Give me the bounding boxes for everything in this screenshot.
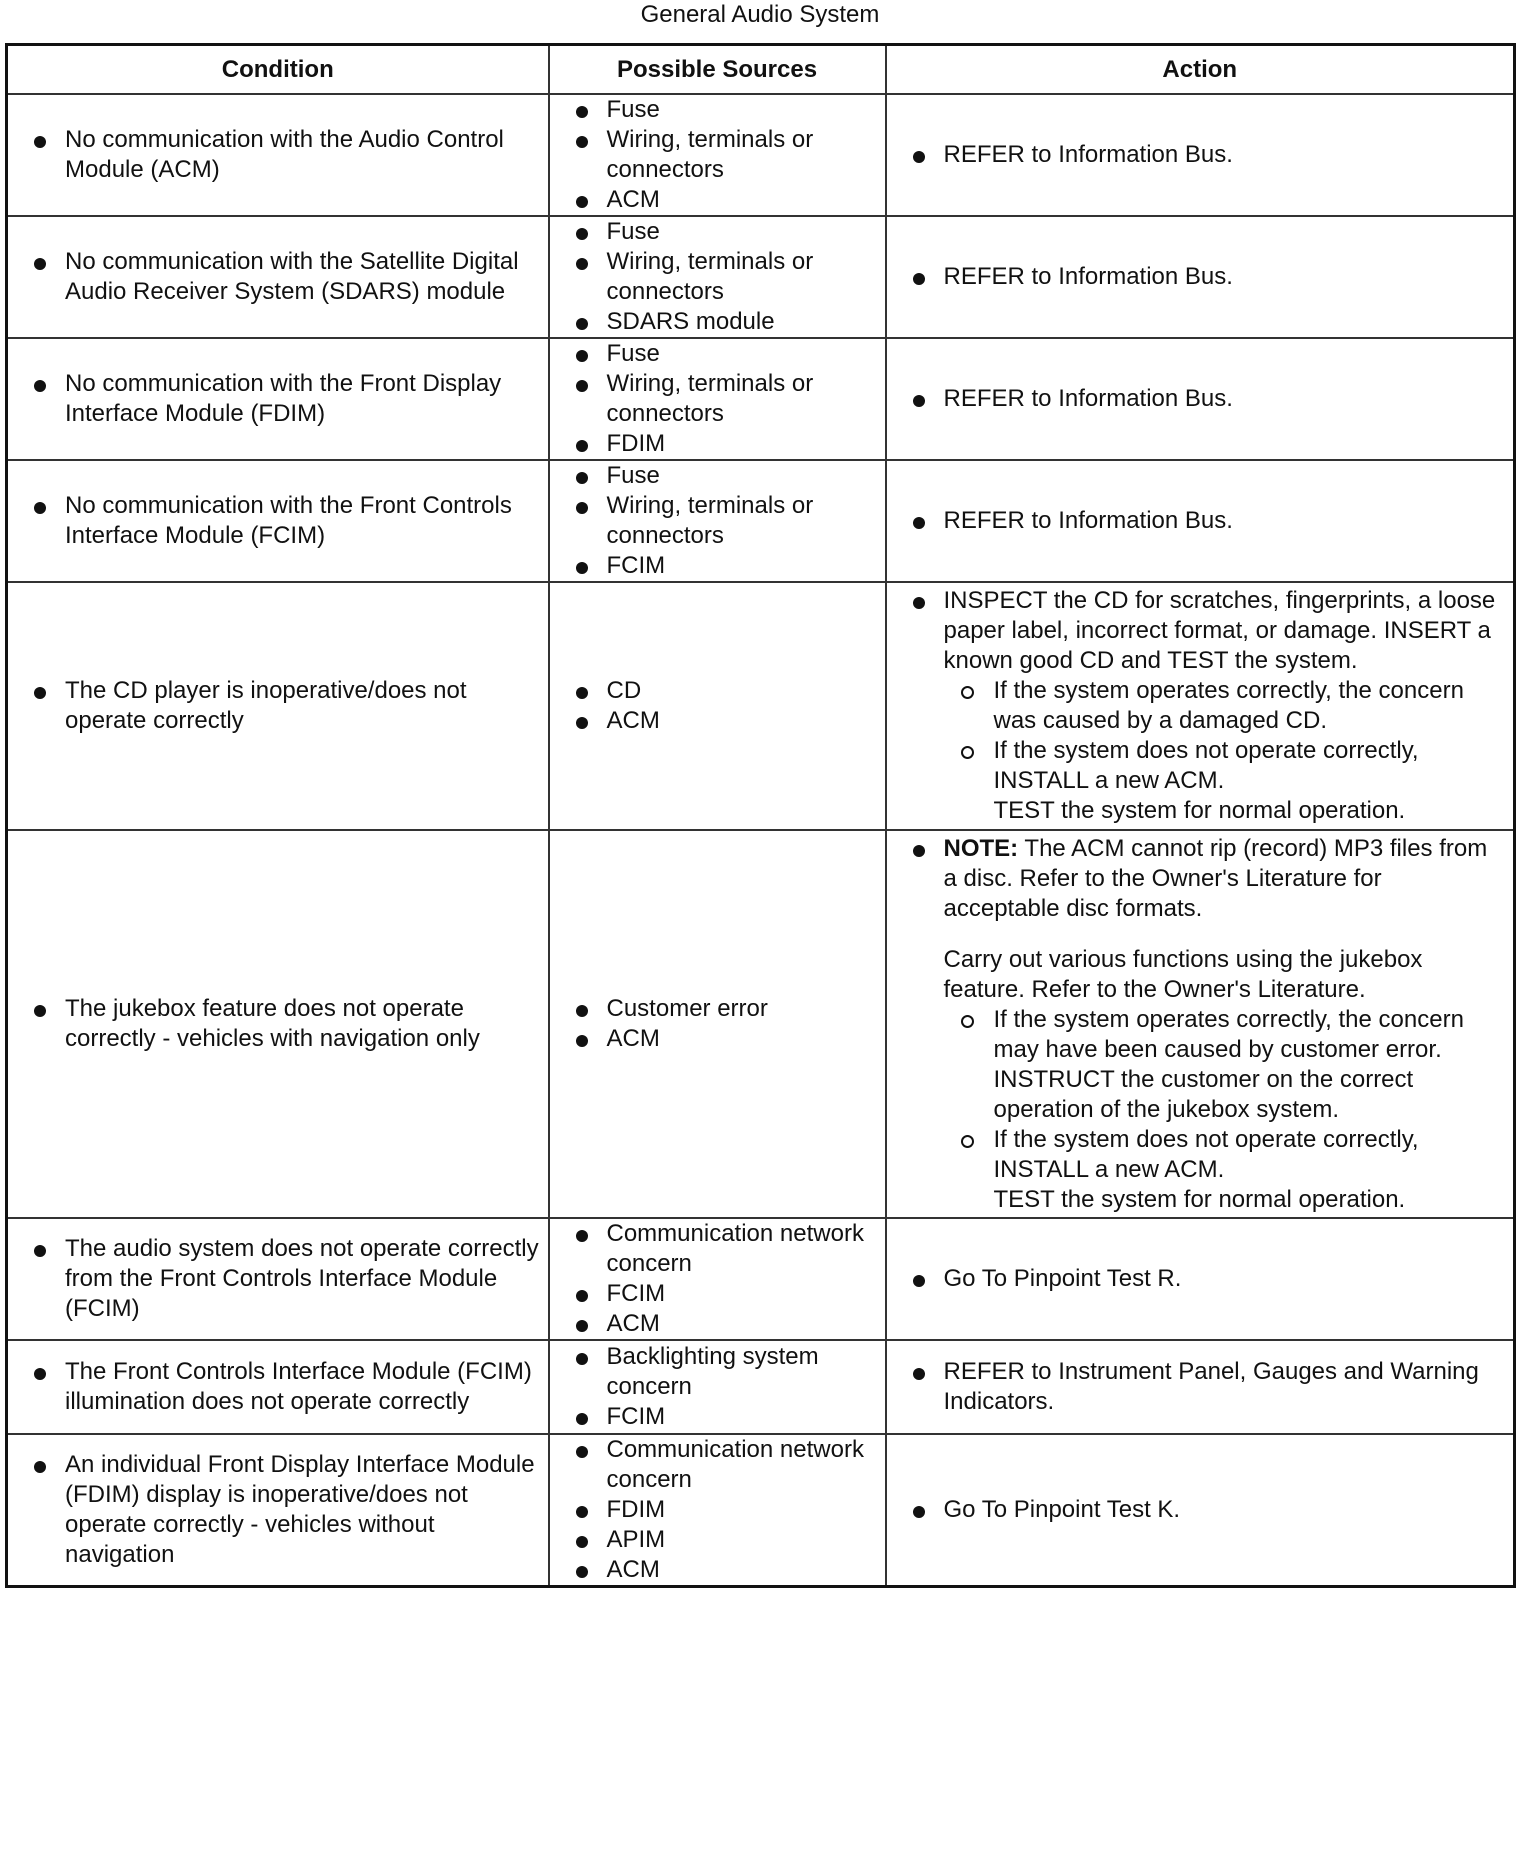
action-cell [886, 338, 1515, 460]
condition-text: The CD player is inoperative/does not operate correctly [65, 676, 542, 736]
sources-cell [549, 216, 886, 338]
header-row [7, 45, 1515, 95]
source-item: FDIM [607, 1495, 881, 1525]
source-item: Fuse [607, 461, 881, 491]
condition-cell [7, 830, 549, 1218]
source-item: ACM [607, 706, 881, 736]
diagnosis-table [5, 43, 1516, 1588]
source-item: Wiring, terminals or connectors [607, 369, 881, 429]
action-cell [886, 830, 1515, 1218]
condition-text: An individual Front Display Interface Module (FDIM) display is inoperative/does not operate correctly - vehicles without navigation [65, 1450, 542, 1570]
condition-cell [7, 1340, 549, 1434]
action-item [944, 586, 1504, 826]
sub-text: If the system operates correctly, the concern may have been caused by customer error. [993, 1005, 1464, 1063]
sub-text: If the system does not operate correctly, INSTALL a new ACM. [993, 737, 1419, 794]
action-text: REFER to Instrument Panel, Gauges and Warning Indicators. [944, 1357, 1504, 1417]
source-item: CD [607, 676, 881, 706]
action-cell [886, 1340, 1515, 1434]
action-text: REFER to Information Bus. [944, 506, 1504, 536]
sources-cell [549, 460, 886, 582]
action-text: Carry out various functions using the jukebox feature. Refer to the Owner's Literature. [943, 945, 1423, 1003]
table-row [7, 1340, 1515, 1434]
action-cell [886, 216, 1515, 338]
table-row [7, 830, 1515, 1218]
action-cell [886, 1218, 1515, 1340]
table-row [7, 460, 1515, 582]
action-text: INSPECT the CD for scratches, fingerprints, a loose paper label, incorrect format, or damage. INSERT a known good CD and TEST the system. [943, 587, 1496, 674]
source-item: ACM [607, 1024, 881, 1054]
condition-cell [7, 94, 549, 216]
source-item: Backlighting system concern [607, 1342, 881, 1402]
condition-text: No communication with the Audio Control Module (ACM) [65, 125, 542, 185]
condition-cell [7, 582, 549, 830]
source-item: Wiring, terminals or connectors [607, 125, 881, 185]
sources-cell [549, 1218, 886, 1340]
action-text: Go To Pinpoint Test R. [944, 1264, 1504, 1294]
action-text: REFER to Information Bus. [944, 140, 1504, 170]
sources-cell [549, 1340, 886, 1434]
condition-cell [7, 216, 549, 338]
source-item: Customer error [607, 994, 881, 1024]
sources-cell [549, 582, 886, 830]
source-item: FCIM [607, 1402, 881, 1432]
table-caption: General Audio System [640, 1, 880, 28]
sub-item [994, 1125, 1504, 1215]
note-label: NOTE: [943, 834, 1019, 862]
action-cell [886, 94, 1515, 216]
condition-text: No communication with the Front Display Interface Module (FDIM) [65, 369, 542, 429]
table-row [7, 216, 1515, 338]
sources-header: Possible Sources [549, 45, 886, 95]
condition-cell [7, 1434, 549, 1587]
action-cell [886, 460, 1515, 582]
action-cell [886, 1434, 1515, 1587]
sources-cell [549, 94, 886, 216]
action-cell [886, 582, 1515, 830]
sub-text: If the system does not operate correctly, INSTALL a new ACM. [993, 1125, 1419, 1183]
source-item: ACM [607, 185, 881, 215]
action-header: Action [886, 45, 1515, 95]
action-text: Go To Pinpoint Test K. [944, 1495, 1504, 1525]
sub-text: INSTRUCT the customer on the correct operation of the jukebox system. [993, 1065, 1414, 1123]
source-item: Fuse [607, 217, 881, 247]
source-item: FDIM [607, 429, 881, 459]
condition-cell [7, 1218, 549, 1340]
action-text: REFER to Information Bus. [944, 262, 1504, 292]
condition-cell [7, 338, 549, 460]
action-sub-list [944, 676, 1504, 826]
condition-header: Condition [7, 45, 549, 95]
sub-text: TEST the system for normal operation. [993, 797, 1406, 824]
sources-cell [549, 1434, 886, 1587]
table-row [7, 582, 1515, 830]
condition-cell [7, 460, 549, 582]
sub-item: If the system operates correctly, the concern was caused by a damaged CD. [994, 676, 1504, 736]
note-paragraph [944, 834, 1504, 924]
sources-cell [549, 830, 886, 1218]
sub-text: TEST the system for normal operation. [993, 1185, 1406, 1213]
source-item: FCIM [607, 551, 881, 581]
action-item [944, 834, 1504, 1215]
source-item: Wiring, terminals or connectors [607, 491, 881, 551]
source-item: Communication network concern [607, 1219, 881, 1279]
source-item: APIM [607, 1525, 881, 1555]
source-item: Communication network concern [607, 1435, 881, 1495]
table-row [7, 1218, 1515, 1340]
source-item: SDARS module [607, 307, 881, 337]
condition-text: The jukebox feature does not operate correctly - vehicles with navigation only [65, 994, 542, 1054]
condition-text: No communication with the Satellite Digital Audio Receiver System (SDARS) module [65, 247, 542, 307]
source-item: ACM [607, 1555, 881, 1585]
source-item: Wiring, terminals or connectors [607, 247, 881, 307]
condition-text: The Front Controls Interface Module (FCIM) illumination does not operate correctly [65, 1357, 542, 1417]
note-text: The ACM cannot rip (record) MP3 files from a disc. Refer to the Owner's Literature for acceptable disc formats. [943, 834, 1488, 922]
source-item: ACM [607, 1309, 881, 1339]
sources-cell [549, 338, 886, 460]
source-item: FCIM [607, 1279, 881, 1309]
table-row [7, 338, 1515, 460]
action-sub-list [944, 1005, 1504, 1215]
condition-text: No communication with the Front Controls Interface Module (FCIM) [65, 491, 542, 551]
source-item: Fuse [607, 339, 881, 369]
action-text: REFER to Information Bus. [944, 384, 1504, 414]
table-row [7, 1434, 1515, 1587]
source-item: Fuse [607, 95, 881, 125]
condition-text: The audio system does not operate correctly from the Front Controls Interface Module (FCIM) [65, 1234, 542, 1324]
sub-item [994, 736, 1504, 826]
sub-item [994, 1005, 1504, 1125]
table-row [7, 94, 1515, 216]
